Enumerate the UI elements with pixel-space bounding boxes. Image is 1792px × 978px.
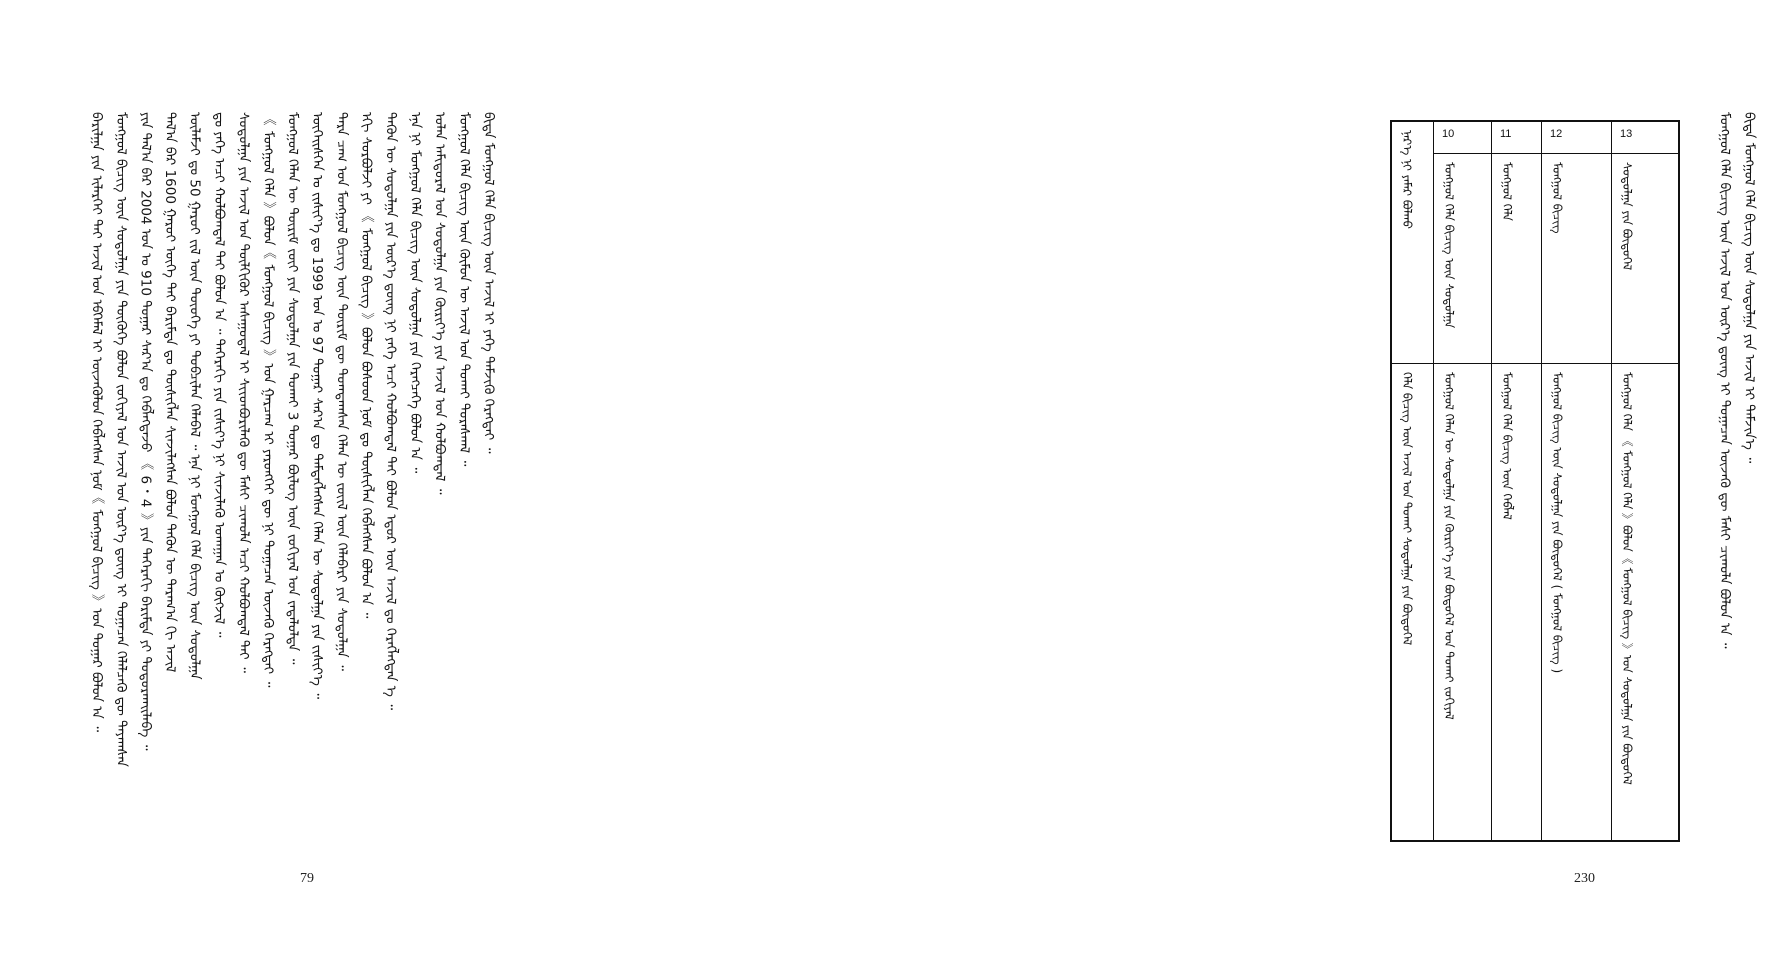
table-cell-top: ᠮᠣᠩᠭᠣᠯ ᠪᠢᠴᠢᠭ [1542, 154, 1611, 364]
text-line: ᠪᠢᠳᠡ ᠮᠣᠩᠭᠣᠯ ᠬᠡᠯᠡ ᠪᠢᠴᠢᠭ ᠦᠨ ᠰᠤᠳᠤᠯᠭᠠ ᠶᠢᠨ ᠠᠵᠢᠯ ᠢ ᠳᠡᠮᠵᠢᠨ᠎ᠡ ᠃ [1741, 112, 1757, 464]
table-column-header [1612, 122, 1678, 154]
column-number: 10 [1442, 128, 1455, 140]
table-cell-bottom: ᠬᠡᠯᠡ ᠪᠢᠴᠢᠭ ᠦᠨ ᠠᠵᠢᠯ ᠤᠨ ᠲᠤᠬᠠᠢ ᠰᠤᠳᠤᠯᠭᠠ ᠶᠢᠨ ᠪᠦᠲᠦᠭᠡᠯ [1400, 372, 1414, 646]
text-line: ᠦᠯᠡᠮᠵᠢ ᠳᠤ 50 ᠭᠠᠷᠤᠢ ᠵᠢᠯ ᠦᠨ ᠲᠦᠦᠬᠡ ᠶᠢ ᠲᠣᠪᠴᠢᠯᠠᠨ ᠬᠡᠯᠡᠪᠡᠯ ᠃ ᠡᠨᠡ ᠨᠢ ᠮᠣᠩᠭᠣᠯ ᠬᠡᠯᠡ ᠪᠢᠴᠢᠭ ᠦᠨ ᠰᠤᠳᠤᠯᠭᠠ [186, 112, 203, 680]
column-number: 12 [1550, 128, 1563, 140]
text-line: ᠪᠠᠷᠢᠯᠭᠠ ᠶᠢᠨ ᠢᠯᠡᠷᠬᠡᠢ ᠲᠡᠢ ᠠᠵᠢᠯ ᠤᠨ ᠡᠪᠬᠡᠮᠡᠯ ᠢ ᠦᠵᠡᠭᠦᠯᠦᠨ ᠬᠡᠪᠯᠡᠭᠰᠡᠨ ᠨᠣᠮ《 ᠮᠣᠩᠭᠣᠯ ᠪᠢᠴᠢᠭ 》ᠤᠨ ᠳᠤᠭᠠᠷ ᠪᠣᠯᠤᠨ ᠠ ᠃ [88, 112, 105, 732]
text-line: ᠳᠤ ᠶᠡᠬᠡ ᠠᠴᠢ ᠬᠣᠯᠪᠣᠭᠳᠠᠯ ᠲᠠᠢ ᠪᠣᠯᠤᠨ ᠠ ᠃ ᠳᠡᠭᠡᠷᠡᠬᠢ ᠶᠢᠨ ᠵᠢᠱᠢᠶ᠎ᠡ ᠨᠢ ᠰᠢᠨᠵᠢᠯᠡᠬᠦ ᠤᠬᠠᠭᠠᠨ ᠤ ᠬᠦᠭᠵᠢᠯ ᠃ [211, 112, 227, 638]
text-line: ᠡᠬᠢ ᠰᠤᠷᠪᠤᠯᠵᠢ ᠶᠢ 《 ᠮᠣᠩᠭᠣᠯ ᠪᠢᠴᠢᠭ 》ᠪᠣᠯᠤᠨ ᠪᠤᠰᠤᠳ ᠨᠣᠮ ᠳᠤ ᠲᠦᠰᠢᠭᠯᠡᠨ ᠬᠡᠪᠯᠡᠭᠰᠡᠨ ᠪᠣᠯᠤᠨ ᠠ ᠃ [358, 112, 374, 619]
table-cell-bottom: ᠮᠣᠩᠭᠣᠯ ᠬᠡᠯᠡ 《 ᠮᠣᠩᠭᠣᠯ ᠬᠡᠯᠡ 》ᠪᠣᠯᠤᠨ《 ᠮᠣᠩᠭᠣᠯ ᠪᠢᠴᠢᠭ 》ᠤᠨ ᠰᠤᠳᠤᠯᠭᠠ ᠶᠢᠨ ᠪᠦᠲᠦᠭᠡᠯ [1620, 372, 1634, 785]
text-line: ᠶᠢᠨ ᠲᠠᠯ᠎ᠠ ᠪᠠᠷ 2004 ᠣᠨ ᠤ 910 ᠳᠤᠭᠠᠷ ᠰᠠᠷ᠎ᠠ ᠳᠤ ᠬᠡᠪᠯᠡᠭᠳᠡᠵᠦ 《 6・4 》ᠶᠢᠨ ᠳᠡᠭᠡᠷᠡᠬᠢ ᠪᠠᠷᠢᠮᠲᠠ ᠶᠢ ᠲᠣᠳᠣᠷᠬᠠᠢᠯᠠᠪᠠ ᠃ [137, 112, 154, 751]
data-table [1390, 120, 1680, 842]
text-line: ᠮᠣᠩᠭᠣᠯ ᠪᠢᠴᠢᠭ ᠦᠨ ᠰᠤᠳᠤᠯᠭᠠ ᠶᠢᠨ ᠲᠦᠭᠦᠬᠡ ᠪᠣᠯᠤᠨ ᠵᠣᠬᠢᠶᠠᠯ ᠤᠨ ᠠᠵᠢᠯ ᠤᠨ ᠦᠷ᠎ᠡ ᠳ᠋ᠦᠩ ᠢ ᠲᠣᠭᠠᠴᠠᠨ ᠬᠡᠯᠡᠯᠴᠡᠬᠦ ᠳᠦ ᠳᠠᠶᠠᠭᠰᠠᠨ [113, 112, 129, 767]
text-line: ᠮᠣᠩᠭᠣᠯ ᠬᠡᠯᠡ ᠪᠢᠴᠢᠭ ᠦᠨ ᠬᠦᠮᠦᠨ ᠦ ᠠᠵᠢᠯ ᠤᠨ ᠲᠤᠬᠠᠢ ᠳᠤᠷᠠᠰᠬᠠᠯ ᠃ [456, 112, 472, 467]
left-page [0, 0, 632, 978]
table-cell-top: ᠰᠤᠳᠤᠯᠭᠠ ᠶᠢᠨ ᠪᠦᠲᠦᠭᠡᠯ [1612, 154, 1678, 364]
table-column [1492, 122, 1542, 840]
left-page-number: 79 [300, 871, 314, 886]
table-cell-bottom: ᠮᠣᠩᠭᠣᠯ ᠬᠡᠯᠡ ᠪᠢᠴᠢᠭ ᠦᠨ ᠬᠡᠪᠯᠡᠯ [1500, 372, 1514, 520]
left-page-body-text [84, 112, 554, 852]
table-column [1392, 122, 1434, 840]
text-line: ᠮᠣᠩᠭᠣᠯ ᠬᠡᠯᠡᠨ ᠦ ᠳᠦᠷᠢᠮ ᠵᠦᠢ ᠶᠢᠨ ᠰᠤᠳᠤᠯᠭᠠ ᠶᠢᠨ ᠲᠤᠬᠠᠢ 3 ᠳᠤᠭᠠᠷ ᠪᠦᠯᠦᠭ ᠦᠨ ᠵᠣᠬᠢᠶᠠᠯ ᠤᠨ ᠵᠠᠳᠠᠯᠤᠯᠲᠠ ᠃ [284, 112, 301, 665]
text-line: ᠪᠢᠳᠡ ᠮᠣᠩᠭᠣᠯ ᠬᠡᠯᠡ ᠪᠢᠴᠢᠭ ᠦᠨ ᠠᠵᠢᠯ ᠢ ᠶᠡᠬᠡ ᠳᠡᠮᠵᠢᠬᠦ ᠬᠡᠷᠡᠭᠲᠡᠢ ᠃ [480, 112, 497, 454]
table-column-header [1542, 122, 1611, 154]
table-column [1434, 122, 1492, 840]
right-page [632, 0, 1757, 978]
text-line: ᠮᠣᠩᠭᠣᠯ ᠬᠡᠯᠡ ᠪᠢᠴᠢᠭ ᠦᠨ ᠠᠵᠢᠯ ᠤᠨ ᠦᠷ᠎ᠡ ᠳ᠋ᠦᠩ ᠢ ᠲᠣᠭᠠᠴᠠᠨ ᠦᠵᠡᠬᠦ ᠳᠦ ᠮᠠᠰᠢ ᠴᠢᠬᠤᠯᠠ ᠪᠣᠯᠤᠨ ᠠ ᠃ [1716, 112, 1733, 649]
column-number: 13 [1620, 128, 1633, 140]
table-column [1542, 122, 1612, 840]
table-cell-bottom: ᠮᠣᠩᠭᠣᠯ ᠬᠡᠯᠡᠨ ᠦ ᠰᠤᠳᠤᠯᠭᠠ ᠶᠢᠨ ᠬᠦᠷᠢᠶ᠎ᠡ ᠶᠢᠨ ᠪᠦᠲᠦᠭᠡᠯ ᠤᠨ ᠲᠤᠬᠠᠢ ᠵᠣᠬᠢᠶᠠᠯ [1442, 372, 1456, 720]
column-number: 11 [1500, 128, 1512, 140]
table-column-header [1492, 122, 1541, 154]
right-page-body-text [1712, 112, 1792, 852]
text-line: ᠲᠡᠷᠡ ᠴᠠᠭ ᠤᠨ ᠮᠣᠩᠭᠣᠯ ᠪᠢᠴᠢᠭ ᠦᠨ ᠳᠦᠷᠢᠮ ᠳᠦ ᠲᠣᠭᠲᠠᠭᠰᠠᠨ ᠬᠡᠯᠡᠨ ᠦ ᠵᠦᠢᠯ ᠦᠨ ᠬᠡᠯᠡᠪᠡᠷᠢ ᠶᠢᠨ ᠰᠤᠳᠤᠯᠭᠠ ᠃ [333, 112, 350, 671]
text-line: ᠲᠡᠭᠦᠨ ᠦ ᠰᠤᠳᠤᠯᠭᠠ ᠶᠢᠨ ᠦᠷ᠎ᠡ ᠳ᠋ᠦᠩ ᠨᠢ ᠶᠡᠬᠡ ᠠᠴᠢ ᠬᠣᠯᠪᠣᠭᠳᠠᠯ ᠲᠠᠢ ᠪᠣᠯᠤᠨ ᠡᠳᠦᠷ ᠦᠨ ᠠᠵᠢᠯ ᠳᠤ ᠬᠡᠷᠡᠭᠯᠡᠭᠳᠡᠨ ᠡ ᠃ [382, 112, 399, 710]
right-page-number: 230 [1574, 871, 1595, 886]
text-line: ᠡᠨᠡ ᠨᠢ ᠮᠣᠩᠭᠣᠯ ᠬᠡᠯᠡ ᠪᠢᠴᠢᠭ ᠦᠨ ᠰᠤᠳᠤᠯᠭᠠ ᠶᠢᠨ ᠬᠡᠷᠡᠭᠴᠡᠭᠡ ᠪᠣᠯᠤᠨ ᠠ ᠃ [407, 112, 423, 474]
text-line: ᠲᠠᠯ᠎ᠠ ᠪᠠᠷ 1600 ᠭᠠᠷᠤᠢ ᠦᠭᠡ ᠲᠡᠢ ᠪᠠᠷᠢᠮᠲᠠ ᠳᠤ ᠲᠦᠰᠢᠭᠯᠡᠨ ᠰᠢᠨᠵᠢᠯᠡᠭᠰᠡᠨ ᠪᠣᠯᠤᠨ ᠲᠡᠭᠦᠨ ᠦ ᠳᠠᠷᠠᠭ᠎ᠠ ᠬᠢ ᠠᠵᠢᠯ [162, 112, 178, 673]
table-cell-top: ᠮᠣᠩᠭᠣᠯ ᠬᠡᠯᠡ ᠪᠢᠴᠢᠭ ᠦᠨ ᠰᠤᠳᠤᠯᠭᠠ [1434, 154, 1491, 364]
table-cell-bottom: ᠮᠣᠩᠭᠣᠯ ᠪᠢᠴᠢᠭ ᠦᠨ ᠰᠤᠳᠤᠯᠭᠠ ᠶᠢᠨ ᠪᠦᠲᠦᠭᠡᠯ ( ᠮᠣᠩᠭᠣᠯ ᠪᠢᠴᠢᠭ ) [1550, 372, 1564, 674]
table-column [1612, 122, 1678, 840]
table-cell-top: ᠮᠣᠩᠭᠣᠯ ᠬᠡᠯᠡ [1492, 154, 1541, 364]
text-line: ᠰᠤᠳᠤᠯᠭᠠ ᠶᠢᠨ ᠠᠵᠢᠯ ᠤᠨ ᠲᠦᠯᠬᠢᠭᠦᠷ ᠠᠰᠠᠭᠤᠳᠠᠯ ᠢ ᠰᠢᠢᠳᠪᠦᠷᠢᠯᠡᠬᠦ ᠳᠦ ᠮᠠᠰᠢ ᠴᠢᠬᠤᠯᠠ ᠠᠴᠢ ᠬᠣᠯᠪᠣᠭᠳᠠᠯ ᠲᠠᠢ ᠃ [235, 112, 252, 673]
text-line: 《 ᠮᠣᠩᠭᠣᠯ ᠬᠡᠯᠡ 》ᠪᠣᠯᠤᠨ《 ᠮᠣᠩᠭᠣᠯ ᠪᠢᠴᠢᠭ 》ᠤᠨ ᠭᠠᠷᠴᠠᠭ ᠢ ᠶᠡᠷᠦᠩᠬᠡᠢ ᠳᠦ ᠨᠢ ᠲᠣᠭᠠᠴᠠᠨ ᠦᠵᠡᠬᠦ ᠬᠡᠷᠡᠭᠲᠡᠢ ᠃ [260, 112, 276, 688]
text-line: ᠦᠭᠡᠢᠰᠬᠡᠨ ᠤ ᠵᠢᠱᠢᠶ᠎ᠡ ᠳᠤ 1999 ᠣᠨ ᠤ 97 ᠳᠤᠭᠠᠷ ᠰᠠᠷ᠎ᠠ ᠳᠤ ᠲᠡᠮᠳᠡᠭᠯᠡᠭᠰᠡᠨ ᠬᠡᠯᠡᠨ ᠦ ᠰᠤᠳᠤᠯᠭᠠ ᠶᠢᠨ ᠵᠢᠱᠢᠶ᠎ᠡ ᠃ [309, 112, 325, 700]
table-column-header [1434, 122, 1491, 154]
text-line: ᠣᠯᠠᠨ ᠠᠮᠢᠳᠤᠷᠠᠯ ᠤᠨ ᠰᠤᠳᠤᠯᠭᠠ ᠶᠢᠨ ᠬᠦᠷᠢᠶ᠎ᠡ ᠶᠢᠨ ᠠᠵᠢᠯ ᠤᠨ ᠬᠣᠯᠪᠣᠭᠳᠠᠯ ᠃ [431, 112, 448, 495]
table-cell-top: ᠨᠡᠷ᠎ᠡ ᠨᠢ ᠶᠠᠮᠠᠷ ᠪᠣᠯᠬᠤ [1392, 122, 1433, 364]
